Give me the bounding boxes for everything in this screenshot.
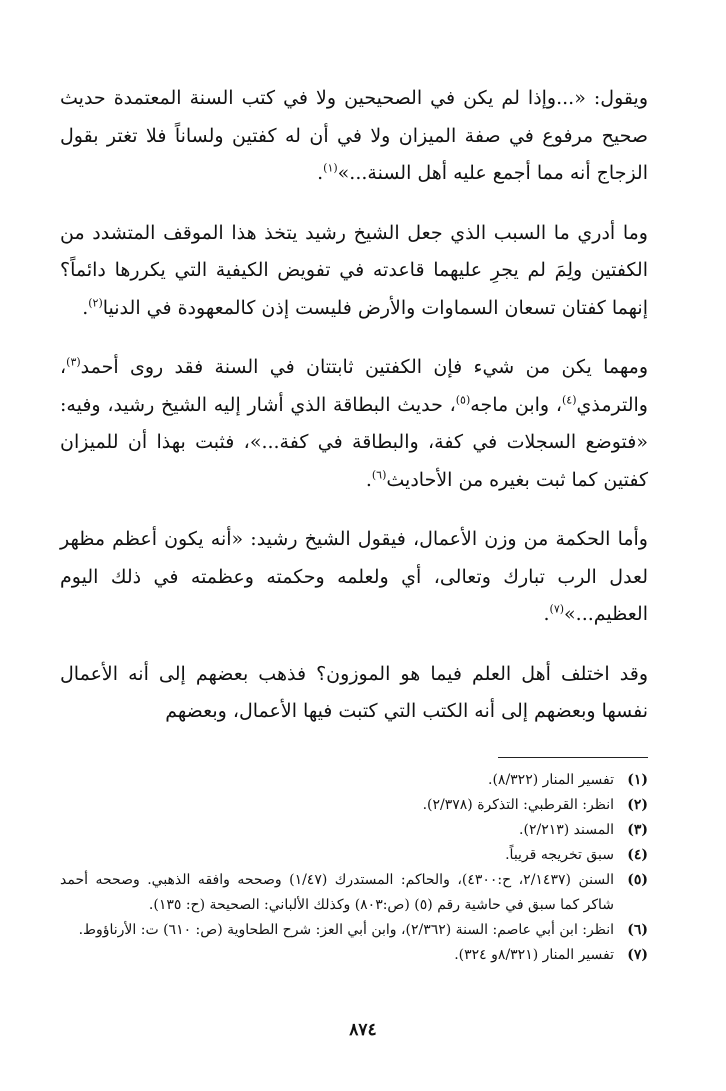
footnote-marker-7: (٧) [549,602,565,616]
footnote-marker-1: (١) [323,161,338,175]
paragraph-3: ومهما يكن من شيء فإن الكفتين ثابتتان في السنة فقد روى أحمد$^{(٣)}$، والترمذي$^{(٤)}$، وابن ماجه$^{(٥)}$، حديث البطاقة الذي أشار إليه الشيخ رشيد، وفيه: «فتوضع السجلات في كفة، والبطاقة في كفة...»، فثبت بهذا أن للميزان كفتين كما ثبت بغيره من الأحاديث$^{(٦)}$. [60,355,648,491]
paragraph-2-text: وما أدري ما السبب الذي جعل الشيخ رشيد يتخذ هذا الموقف المتشدد من الكفتين ولِمَ لم يجرِ عليهما قاعدته في تفويض الكيفية التي يكررها دائماً؟ إنهما كفتان تسعان السماوات والأرض فليست إذن كالمعهودة في الدنيا [60,221,648,319]
footnote-4-text: سبق تخريجه قريباً. [505,846,614,863]
paragraph-2: وما أدري ما السبب الذي جعل الشيخ رشيد يتخذ هذا الموقف المتشدد من الكفتين ولِمَ لم يجرِ عليهما قاعدته في تفويض الكيفية التي يكررها دائماً؟ إنهما كفتان تسعان السماوات والأرض فليست إذن كالمعهودة في الدنيا$^{(٢)}$. [60,221,648,319]
footnote-2 [60,793,648,818]
page-number: ٨٧٤ [349,1020,377,1040]
paragraph-5-text: وقد اختلف أهل العلم فيما هو الموزون؟ فذهب بعضهم إلى أنه الأعمال نفسها وبعضهم إلى أنه الكتب التي كتبت فيها الأعمال، وبعضهم [60,662,648,722]
paragraph-3-text-b: والترمذي [576,393,648,416]
footnote-marker-4: (٤) [561,393,577,407]
paragraph-1-text: ويقول: «...وإذا لم يكن في الصحيحين ولا في كتب السنة المعتمدة حديث صحيح مرفوع في صفة الميزان ولا في أن له كفتين ولساناً فلا تغتر بقول الزجاج أنه مما أجمع عليه أهل السنة...» [60,87,648,184]
footnote-5-number: (٥) [627,871,648,888]
footnote-5 [60,868,648,918]
footnote-6-number: (٦) [627,921,648,938]
footnote-separator [498,757,648,758]
paragraph-3-text-c: ، وابن ماجه [470,393,562,416]
footnote-7 [60,943,648,968]
footnote-2-number: (٢) [627,796,648,813]
footnote-1-text: تفسير المنار (٨/٣٢٢). [488,771,614,788]
footnotes [60,768,648,968]
paragraph-3-text-d: ، حديث البطاقة الذي أشار إليه الشيخ رشيد، وفيه: «فتوضع السجلات في كفة، والبطاقة في كفة...»، فثبت بهذا أن للميزان كفتين كما ثبت بغيره من الأحاديث [60,393,648,491]
footnote-7-text: تفسير المنار (٨/٣٢١و ٣٢٤). [454,946,614,963]
paragraph-4-text: وأما الحكمة من وزن الأعمال، فيقول الشيخ رشيد: «أنه يكون أعظم مظهر لعدل الرب تبارك وتعالى، أي ولعلمه وحكمته وعظمته في ذلك اليوم العظيم...» [60,528,648,625]
footnote-3 [60,818,648,843]
footnote-1-number: (١) [627,771,648,788]
footnote-marker-5: (٥) [455,393,471,407]
footnote-2-text: انظر: القرطبي: التذكرة (٢/٣٧٨). [422,796,614,813]
paragraph-4: وأما الحكمة من وزن الأعمال، فيقول الشيخ رشيد: «أنه يكون أعظم مظهر لعدل الرب تبارك وتعالى، أي ولعلمه وحكمته وعظمته في ذلك اليوم العظيم...»$^{(٧)}$. [60,528,648,625]
footnote-5-text: السنن (٢/١٤٣٧، ح:٤٣٠٠)، والحاكم: المستدرك (١/٤٧) وصححه وافقه الذهبي. وصححه أحمد شاكر كما سبق في حاشية رقم (٥) (ص:٨٠٣) وكذلك الألباني: الصحيحة (ح: ١٣٥). [60,871,614,913]
paragraph-5 [60,656,648,731]
footnote-6-text: انظر: ابن أبي عاصم: السنة (٢/٣٦٢)، وابن أبي العز: شرح الطحاوية (ص: ٦١٠) ت: الأرناؤوط. [78,921,614,938]
footnote-1 [60,768,648,793]
footnote-marker-6: (٦) [371,468,387,482]
footnote-3-number: (٣) [627,821,648,838]
footnote-4-number: (٤) [627,846,648,863]
paragraph-3-text-a: ومهما يكن من شيء فإن الكفتين ثابتتان في السنة فقد روى أحمد [80,356,648,378]
footnote-marker-2: (٢) [88,296,103,310]
paragraph-1: ويقول: «...وإذا لم يكن في الصحيحين ولا في كتب السنة المعتمدة حديث صحيح مرفوع في صفة الميزان ولا في أن له كفتين ولساناً فلا تغتر بقول الزجاج أنه مما أجمع عليه أهل السنة...»$^{(١)}$. [60,87,648,184]
footnote-7-number: (٧) [627,946,648,963]
footnote-6 [60,918,648,943]
footnote-4 [60,843,648,868]
footnote-marker-3: (٣) [66,355,81,369]
footnote-3-text: المسند (٢/٢١٣). [519,821,614,838]
